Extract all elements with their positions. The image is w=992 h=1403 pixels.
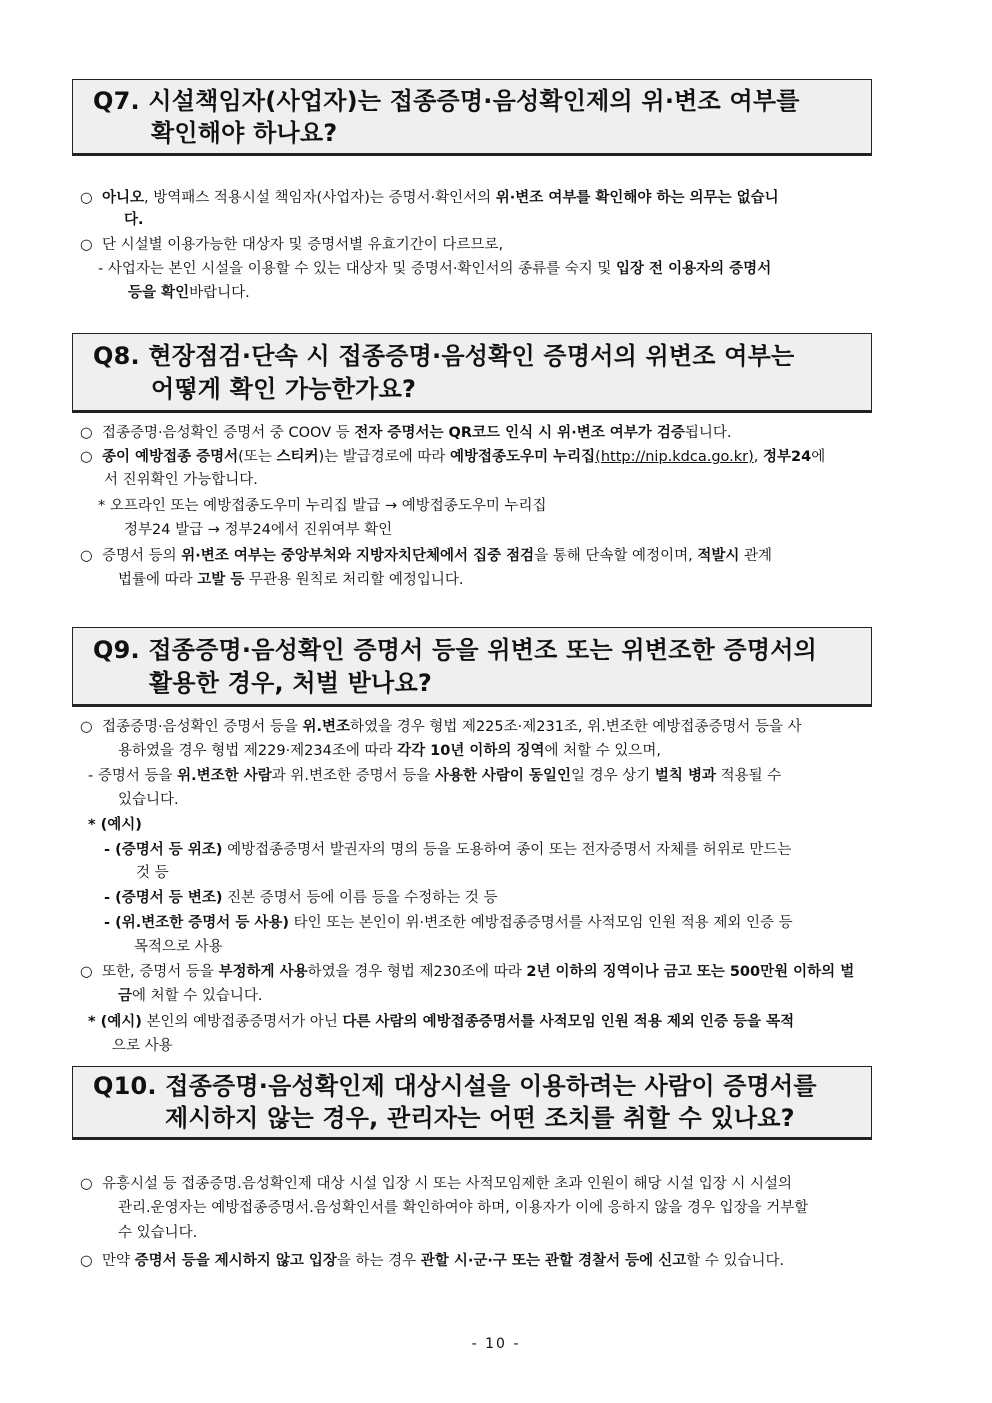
- bullet-circle: ○: [80, 237, 93, 253]
- q9-example-2: - (증명서 등 변조) 진본 증명서 등에 이름 등을 수정하는 것 등: [104, 890, 498, 906]
- q9-title-line2: 활용한 경우, 처벌 받나요?: [149, 669, 432, 697]
- kdca-link[interactable]: (http://nip.kdca.go.kr): [595, 449, 754, 465]
- bullet-circle: ○: [80, 449, 93, 465]
- q9-example-head: * (예시): [88, 817, 142, 833]
- q9-answer-3: ○ 또한, 증명서 등을 부정하게 사용하였을 경우 형법 제230조에 따라 2년 이하의 징역이나 금고 또는 500만원 이하의 벌: [80, 961, 854, 983]
- q9-answer-2-cont: 있습니다.: [118, 792, 179, 808]
- bullet-circle: ○: [80, 190, 93, 206]
- q10-title-line2: 제시하지 않는 경우, 관리자는 어떤 조치를 취할 수 있나요?: [165, 1104, 795, 1132]
- q8-note-1: * 오프라인 또는 예방접종도우미 누리집 발급 → 예방접종도우미 누리집: [98, 498, 547, 514]
- q9-title-line1: Q9. 접종증명·음성확인 증명서 등을 위변조 또는 위변조한 증명서의: [93, 636, 818, 664]
- q9-example-4-cont: 으로 사용: [112, 1038, 173, 1054]
- q9-answer-3-cont: 금에 처할 수 있습니다.: [118, 988, 263, 1004]
- q8-title-line2: 어떻게 확인 가능한가요?: [151, 375, 417, 403]
- q7-answer-1: ○ 아니오, 방역패스 적용시설 책임자(사업자)는 증명서·확인서의 위·변조 여부를 확인해야 하는 의무는 없습니: [80, 187, 779, 209]
- bullet-circle: ○: [80, 719, 93, 735]
- q9-example-1: - (증명서 등 위조) 예방접종증명서 발권자의 명의 등을 도용하여 종이 또는 전자증명서 자체를 허위로 만드는: [104, 842, 792, 858]
- q7-title-line1: Q7. 시설책임자(사업자)는 접종증명·음성확인제의 위·변조 여부를: [93, 87, 800, 115]
- q7-answer-2: ○ 단 시설별 이용가능한 대상자 및 증명서별 유효기간이 다르므로,: [80, 234, 503, 256]
- bullet-circle: ○: [80, 964, 93, 980]
- q9-example-4: * (예시) 본인의 예방접종증명서가 아닌 다른 사람의 예방접종증명서를 사적모임 인원 적용 제외 인증 등을 목적: [88, 1014, 795, 1030]
- q10-answer-1-cont2: 수 있습니다.: [118, 1225, 198, 1241]
- q7-title-line2: 확인해야 하나요?: [151, 119, 338, 147]
- q9-example-1-cont: 것 등: [136, 865, 169, 881]
- q9-example-3-cont: 목적으로 사용: [134, 939, 223, 955]
- q7-answer-3: - 사업자는 본인 시설을 이용할 수 있는 대상자 및 증명서·확인서의 종류를 숙지 및 입장 전 이용자의 증명서: [98, 261, 772, 277]
- q8-title-line1: Q8. 현장점검·단속 시 접종증명·음성확인 증명서의 위변조 여부는: [93, 342, 795, 370]
- page-number: - 10 -: [471, 1336, 521, 1352]
- q8-answer-3-cont: 법률에 따라 고발 등 무관용 원칙로 처리할 예정입니다.: [118, 572, 464, 588]
- q10-title-line1: Q10. 접종증명·음성확인제 대상시설을 이용하려는 사람이 증명서를: [93, 1072, 817, 1100]
- q10-answer-1: ○ 유흥시설 등 접종증명.음성확인제 대상 시설 입장 시 또는 사적모임제한 초과 인원이 해당 시설 입장 시 시설의: [80, 1173, 792, 1195]
- q9-answer-2: - 증명서 등을 위.변조한 사람과 위.변조한 증명서 등을 사용한 사람이 동일인일 경우 상기 벌칙 병과 적용될 수: [88, 768, 782, 784]
- q8-answer-2-cont: 서 진위확인 가능합니다.: [104, 472, 258, 488]
- q9-example-3: - (위.변조한 증명서 등 사용) 타인 또는 본인이 위·변조한 예방접종증명서를 사적모임 인원 적용 제외 인증 등: [104, 915, 793, 931]
- q8-note-2: 정부24 발급 → 정부24에서 진위여부 확인: [124, 522, 393, 538]
- q9-title-box: [72, 627, 872, 705]
- q9-answer-1: ○ 접종증명·음성확인 증명서 등을 위.변조하였을 경우 형법 제225조·제231조, 위.변조한 예방접종증명서 등을 사: [80, 716, 802, 738]
- bullet-circle: ○: [80, 1253, 93, 1269]
- q8-title-box: [72, 333, 872, 411]
- q8-answer-3: ○ 증명서 등의 위·변조 여부는 중앙부처와 지방자치단체에서 집중 점검을 통해 단속할 예정이며, 적발시 관계: [80, 545, 772, 567]
- q10-answer-2: ○ 만약 증명서 등을 제시하지 않고 입장을 하는 경우 관할 시·군·구 또는 관할 경찰서 등에 신고할 수 있습니다.: [80, 1250, 784, 1272]
- q8-answer-2: ○ 종이 예방접종 증명서(또는 스티커)는 발급경로에 따라 예방접종도우미 누리집(http://nip.kdca.go.kr), 정부24에: [80, 446, 825, 468]
- bullet-circle: ○: [80, 548, 93, 564]
- q8-answer-1: ○ 접종증명·음성확인 증명서 중 COOV 등 전자 증명서는 QR코드 인식 시 위·변조 여부가 검증됩니다.: [80, 422, 731, 444]
- q9-answer-1-cont: 용하였을 경우 형법 제229·제234조에 따라 각각 10년 이하의 징역에 처할 수 있으며,: [118, 743, 661, 759]
- q10-title-box: [72, 1066, 872, 1138]
- q7-answer-3-cont: 등을 확인바랍니다.: [128, 285, 250, 301]
- q7-title-box: [72, 79, 872, 154]
- q10-answer-1-cont: 관리.운영자는 예방접종증명서.음성확인서를 확인하여야 하며, 이용자가 이에 응하지 않을 경우 입장을 거부할: [118, 1200, 809, 1216]
- q7-answer-1-cont: 다.: [124, 212, 144, 228]
- bullet-circle: ○: [80, 1176, 93, 1192]
- bullet-circle: ○: [80, 425, 93, 441]
